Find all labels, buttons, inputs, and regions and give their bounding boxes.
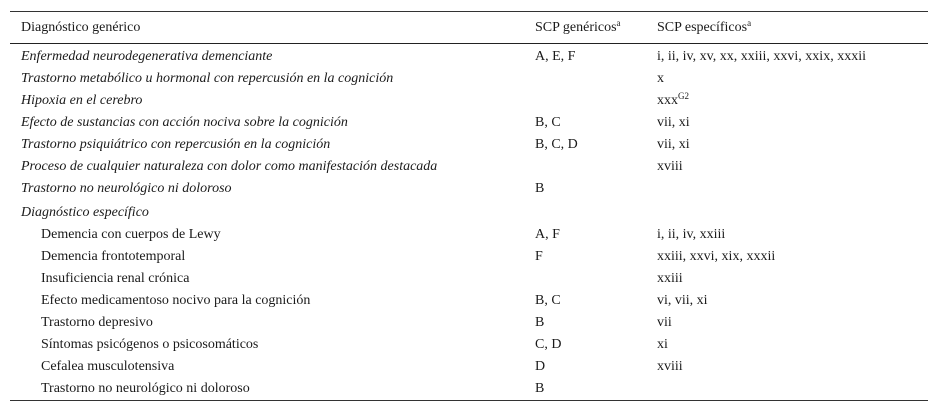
row-diagnosis: Proceso de cualquier naturaleza con dolor como manifestación destacada [21,159,438,174]
row-diagnosis: Demencia con cuerpos de Lewy [41,227,221,242]
row-generic-scp: A, F [535,227,560,242]
row-diagnosis: Trastorno no neurológico ni doloroso [21,181,232,196]
row-diagnosis: Efecto de sustancias con acción nociva sobre la cognición [21,115,348,130]
row-generic-scp: D [535,359,546,374]
row-specific-scp: vi, vii, xi [657,293,708,308]
row-generic-scp: A, E, F [535,49,576,64]
row-specific-scp: vii, xi [657,115,690,130]
row-specific-scp: xxiii [657,271,683,286]
row-diagnosis: Trastorno no neurológico ni doloroso [41,381,250,396]
table-row [10,356,928,378]
row-specific-scp: xviii [657,359,683,374]
row-specific-scp: vii, xi [657,137,690,152]
header-specific-scp: SCP específicos$^a$ [657,18,752,35]
row-specific-scp: i, ii, iv, xxiii [657,227,726,242]
row-diagnosis: Trastorno psiquiátrico con repercusión en la cognición [21,137,331,152]
table-row [10,312,928,334]
row-specific-footnote: G2 [678,91,689,101]
header-diagnosis: Diagnóstico genérico [21,20,141,35]
row-specific-scp: xviii [657,159,683,174]
row-generic-scp: F [535,249,543,264]
row-specific-scp: xi [657,337,668,352]
row-diagnosis: Insuficiencia renal crónica [41,271,190,286]
table-row [10,334,928,356]
row-generic-scp: C, D [535,337,562,352]
table-row [10,112,928,134]
row-specific-scp: vii [657,315,672,330]
table-row [10,68,928,90]
row-diagnosis: Cefalea musculotensiva [41,359,175,374]
row-diagnosis: Efecto medicamentoso nocivo para la cognición [41,293,311,308]
table-row [10,224,928,246]
header-generic-scp: SCP genéricos$^a$ [535,18,621,35]
table-row [10,156,928,178]
table-row [10,134,928,156]
table-row [10,378,928,400]
row-generic-scp: B [535,181,545,196]
header-specific-footnote: a [747,18,752,28]
row-specific-scp: xxiii, xxvi, xix, xxxii [657,249,776,264]
table-row [10,290,928,312]
row-diagnosis: Enfermedad neurodegenerativa demenciante [21,49,273,64]
section-heading-row [10,200,928,224]
row-generic-scp: B [535,381,545,396]
table-header-row [10,12,928,44]
row-generic-scp: B, C [535,115,561,130]
row-generic-scp: B [535,315,545,330]
header-generic-footnote: a [616,18,621,28]
table-row [10,46,928,68]
row-diagnosis: Trastorno metabólico u hormonal con repercusión en la cognición [21,71,394,86]
row-specific-scp: xxx$^{G2}$ [657,91,689,108]
row-specific-scp: i, ii, iv, xv, xx, xxiii, xxvi, xxix, xxxii [657,49,866,64]
table-row [10,90,928,112]
row-diagnosis: Trastorno depresivo [41,315,153,330]
row-diagnosis: Hipoxia en el cerebro [21,93,143,108]
diagnosis-table [10,11,928,401]
table-row [10,178,928,200]
section-title: Diagnóstico específico [21,205,149,220]
row-generic-scp: B, C, D [535,137,578,152]
row-diagnosis: Demencia frontotemporal [41,249,186,264]
row-specific-scp: x [657,71,664,86]
row-generic-scp: B, C [535,293,561,308]
table-row [10,246,928,268]
row-diagnosis: Síntomas psicógenos o psicosomáticos [41,337,259,352]
table-row [10,268,928,290]
